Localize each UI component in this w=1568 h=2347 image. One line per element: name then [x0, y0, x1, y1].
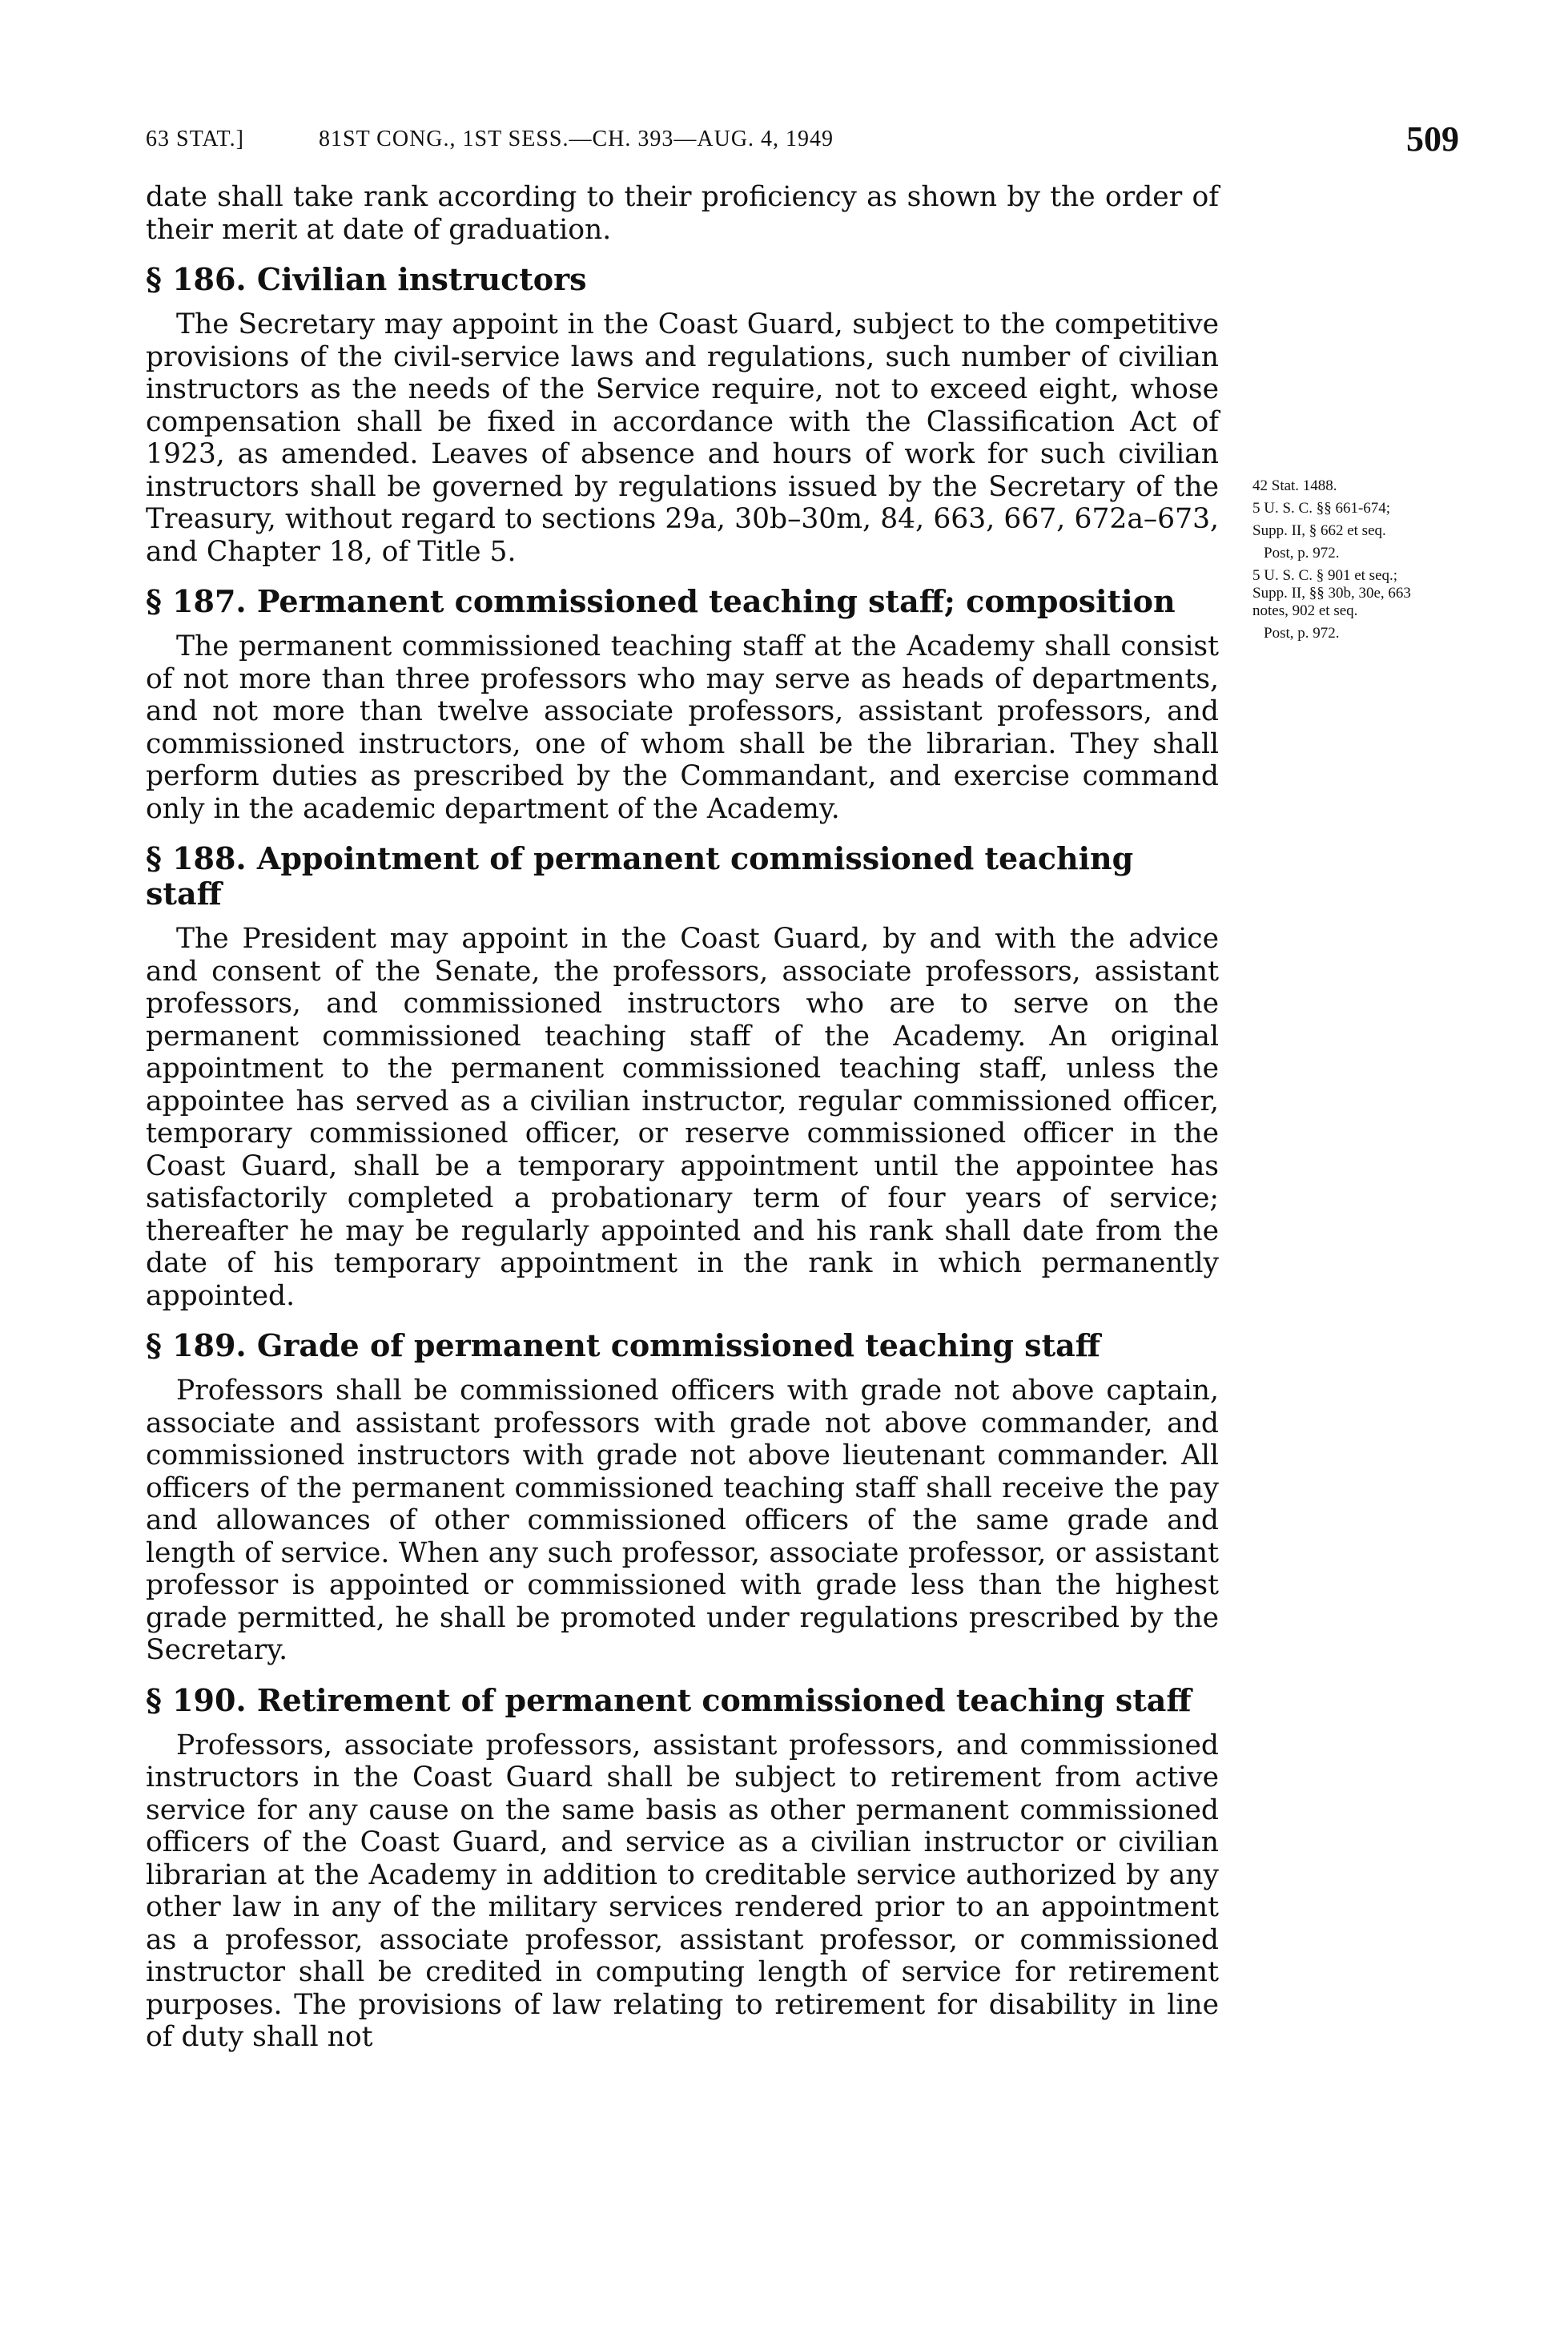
margin-notes: [1252, 477, 1429, 647]
section-189-text: Professors shall be commissioned officers with grade not above captain, associate and assistant professors with grade not above commander, and commissioned instructors with grade not above lieutenant commander. All officers of the permanent commissioned teaching staff shall receive the pay and allowances of other commissioned officers of the same grade and length of service. When any such professor, associate professor, or assistant professor is appointed or commissioned with grade less than the highest grade permitted, he shall be promoted under regulations prescribed by the Secretary.: [146, 1375, 1219, 1666]
statute-volume: 63 STAT.]: [146, 127, 244, 151]
session-chapter-date: 81ST CONG., 1ST SESS.—CH. 393—AUG. 4, 1949: [319, 127, 834, 151]
section-188-text: The President may appoint in the Coast Guard, by and with the advice and consent of the Senate, the professors, associate professors, assistant professors, and commissioned instructors who are to serve on the permanent commissioned teaching staff of the Academy. An original appointment to the permanent commissioned teaching staff, unless the appointee has served as a civilian instructor, regular commissioned officer, temporary commissioned officer, or reserve commissioned officer in the Coast Guard, shall be a temporary appointment until the appointee has satisfactorily completed a probationary term of four years of service; thereafter he may be regularly appointed and his rank shall date from the date of his temporary appointment in the rank in which permanently appointed.: [146, 923, 1219, 1312]
page-number: 509: [1406, 119, 1459, 159]
section-187-text: The permanent commissioned teaching staff at the Academy shall consist of not more than three professors who may serve as heads of departments, and not more than twelve associate professors, assistant professors, and commissioned instructors, one of whom shall be the librarian. They shall perform duties as prescribed by the Commandant, and exercise command only in the academic department of the Academy.: [146, 630, 1219, 825]
section-186-heading: § 186. Civilian instructors: [146, 261, 587, 297]
body-text: [146, 181, 1219, 2054]
section-188-heading: § 188. Appointment of permanent commissioned teaching staff: [146, 840, 1134, 912]
section-186-text: The Secretary may appoint in the Coast Guard, subject to the competitive provisions of the civil-service laws and regulations, such number of civilian instructors as the needs of the Service require, not to exceed eight, whose compensation shall be fixed in accordance with the Classification Act of 1923, as amended. Leaves of absence and hours of work for such civilian instructors shall be governed by regulations issued by the Secretary of the Treasury, without regard to sections 29a, 30b–30m, 84, 663, 667, 672a–673, and Chapter 18, of Title 5.: [146, 308, 1219, 568]
margin-note: 5 U. S. C. § 901 et seq.; Supp. II, §§ 30b, 30e, 663 notes, 902 et seq.: [1252, 567, 1411, 619]
section-190-text: Professors, associate professors, assistant professors, and commissioned instructors in the Coast Guard shall be subject to retirement from active service for any cause on the same basis as other permanent commissioned officers of the Coast Guard, and service as a civilian instructor or civilian librarian at the Academy in addition to creditable service authorized by any other law in any of the military services rendered prior to an appointment as a professor, associate professor, assistant professor, or commissioned instructor shall be credited in computing length of service for retirement purposes. The provisions of law relating to retirement for disability in line of duty shall not: [146, 1729, 1219, 2053]
section-189-heading: § 189. Grade of permanent commissioned teaching staff: [146, 1327, 1100, 1363]
margin-note: 42 Stat. 1488.: [1252, 477, 1337, 494]
opening-paragraph: date shall take rank according to their proficiency as shown by the order of their merit at date of graduation.: [146, 181, 1219, 246]
section-187-heading: § 187. Permanent commissioned teaching staff; composition: [146, 583, 1176, 619]
margin-note: Supp. II, § 662 et seq.: [1252, 522, 1386, 539]
margin-note: Post, p. 972.: [1264, 625, 1340, 642]
section-190-heading: § 190. Retirement of permanent commissioned teaching staff: [146, 1681, 1192, 1718]
margin-note: 5 U. S. C. §§ 661-674;: [1252, 500, 1391, 517]
running-head: [146, 119, 1459, 167]
margin-note: Post, p. 972.: [1264, 545, 1340, 562]
